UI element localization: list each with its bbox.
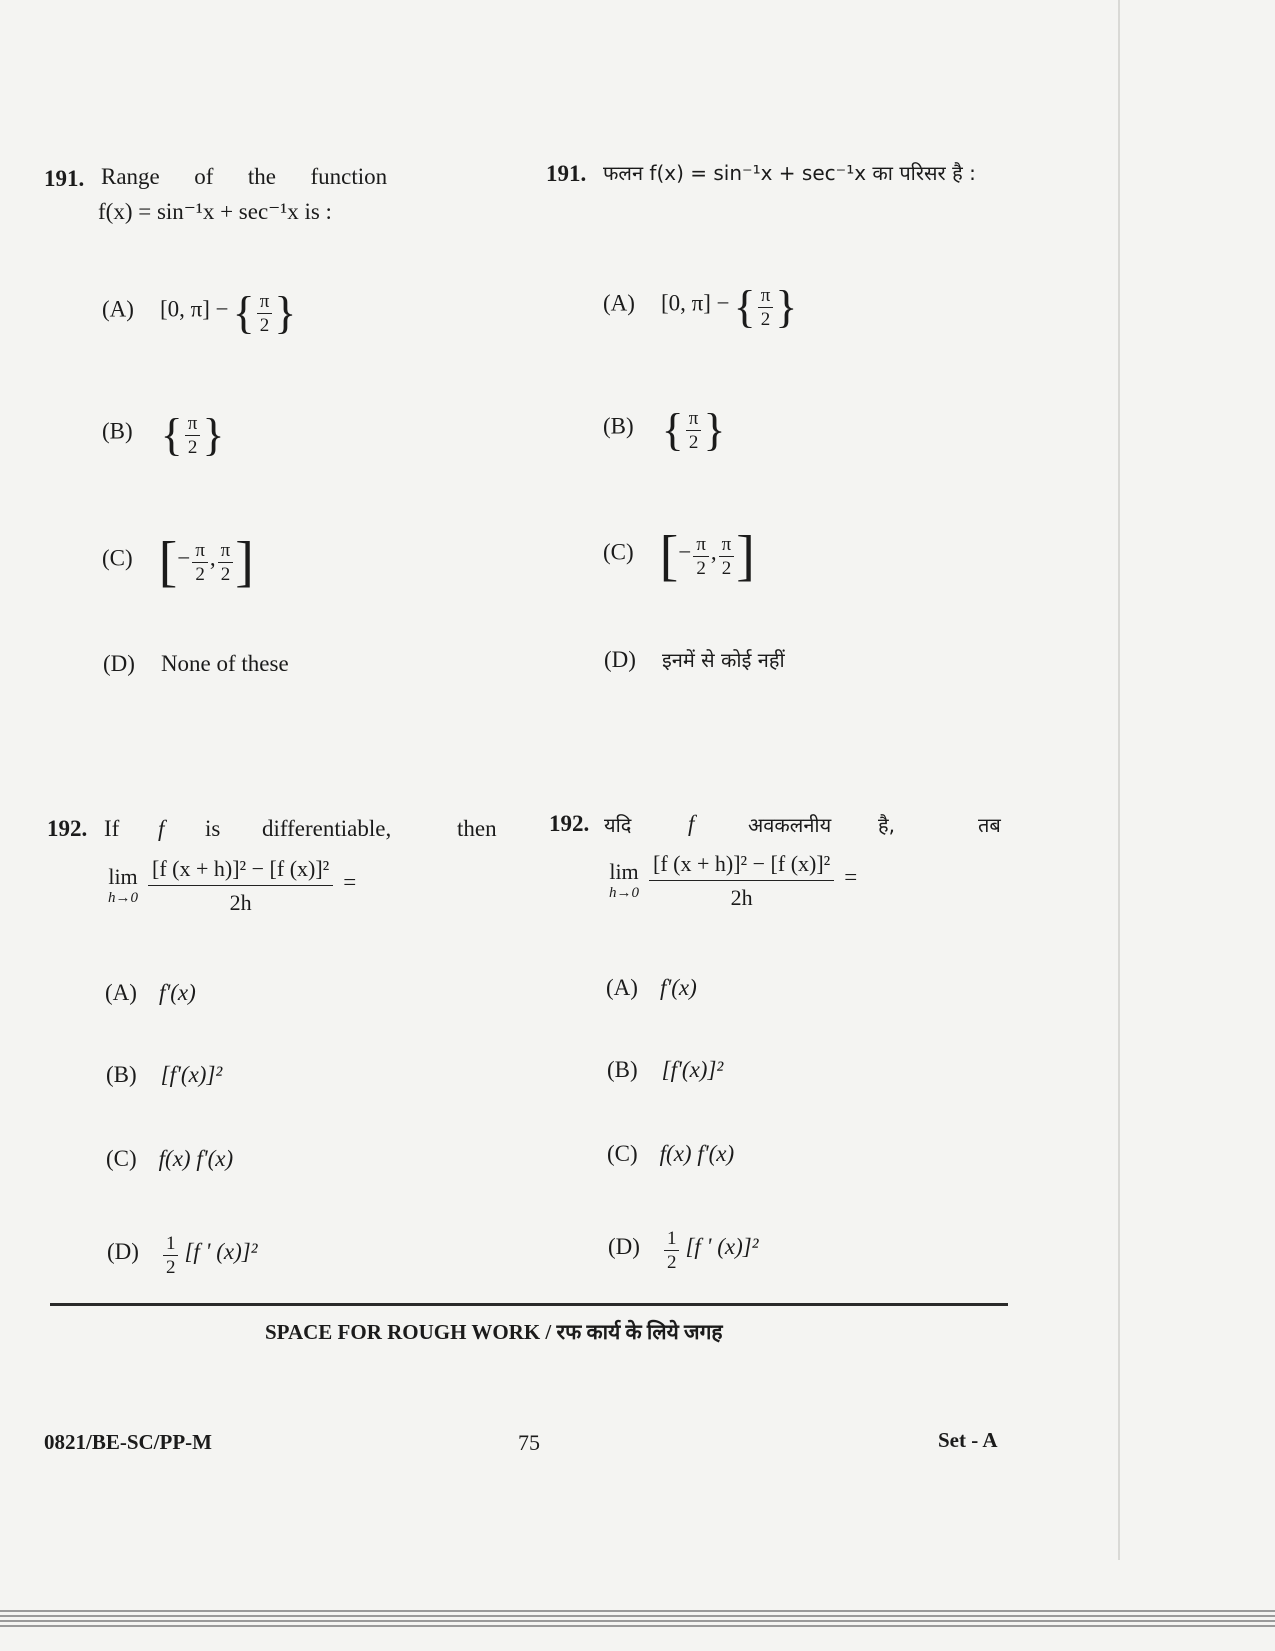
- q191-option-d-en: (D) None of these: [103, 651, 289, 676]
- q192-option-b-hi: (B) [f'(x)]²: [607, 1057, 724, 1082]
- q191-text-en-line1: Range of the function: [101, 164, 388, 189]
- q191-option-a-hi: (A) [0, π] − { $\frac{\pi}{2}$ }: [603, 281, 798, 332]
- page-number: 75: [518, 1430, 540, 1455]
- q191-option-b-en: (B) { $\frac{\pi}{2}$ }: [102, 409, 225, 460]
- q192-limit-en: lim h→0 $\frac{\text{[f (x + h)]² − [f (x)]²}}{2h}$ =: [108, 856, 357, 916]
- q192-text-en-w2: f: [158, 816, 165, 841]
- q192-option-a-hi: (A) f'(x): [606, 975, 697, 1000]
- q192-text-en-w3: is: [205, 816, 221, 841]
- rough-work-divider: [50, 1303, 1008, 1306]
- q191-option-a-en: (A) [0, π] − { $\frac{\pi}{2}$ }: [102, 287, 297, 338]
- q191-option-c-hi: (C) [− $\frac{\pi}{2}$ , $\frac{\pi}{2}$ ]: [603, 525, 755, 587]
- option-label: (A): [102, 296, 134, 322]
- q192-text-hi-w3: अवकलनीय: [748, 813, 832, 837]
- q192-text-en-w4: differentiable,: [262, 816, 392, 841]
- q192-text-hi-w1: यदि: [604, 813, 632, 837]
- q191-number-en: 191.: [44, 166, 85, 191]
- page-edge-shadow: [1118, 0, 1120, 1560]
- q191-option-d-hi: (D) इनमें से कोई नहीं: [604, 647, 785, 672]
- set-label: Set - A: [938, 1428, 998, 1452]
- q191-option-c-en: (C) [− $\frac{\pi}{2}$ , $\frac{\pi}{2}$ ]: [102, 531, 254, 593]
- q192-option-a-en: (A) f'(x): [105, 980, 196, 1005]
- q192-text-hi-w2: f: [688, 811, 695, 836]
- q192-option-d-en: (D) $\frac{1}{2}$ [f ' (x)]²: [107, 1233, 258, 1278]
- q192-option-c-hi: (C) f(x) f'(x): [607, 1141, 735, 1166]
- q192-text-en-w1: If: [104, 816, 120, 841]
- q192-text-hi-w4: है,: [878, 813, 895, 837]
- q192-number-hi: 192.: [549, 811, 590, 836]
- q191-number-hi: 191.: [546, 161, 587, 186]
- q192-limit-hi: lim h→0 $\frac{\text{[f (x + h)]² − [f (x)]²}}{2h}$ =: [609, 851, 858, 911]
- q192-number-en: 192.: [47, 816, 88, 841]
- q192-option-b-en: (B) [f'(x)]²: [106, 1062, 223, 1087]
- q191-text-en-line2: f(x) = sin⁻¹x + sec⁻¹x is :: [98, 199, 332, 224]
- q192-text-en-w5: then: [457, 816, 497, 841]
- paper-code: 0821/BE-SC/PP-M: [44, 1430, 212, 1454]
- q192-option-c-en: (C) f(x) f'(x): [106, 1146, 234, 1171]
- q192-option-d-hi: (D) $\frac{1}{2}$ [f ' (x)]²: [608, 1228, 759, 1273]
- q192-text-hi-w5: तब: [978, 813, 1001, 837]
- rough-work-heading: SPACE FOR ROUGH WORK / रफ कार्य के लिये जगह: [265, 1320, 723, 1344]
- bottom-scan-lines: [0, 1610, 1275, 1630]
- q191-option-b-hi: (B) { $\frac{\pi}{2}$ }: [603, 404, 726, 455]
- q191-text-hi: फलन f(x) = sin⁻¹x + sec⁻¹x का परिसर है :: [603, 161, 976, 185]
